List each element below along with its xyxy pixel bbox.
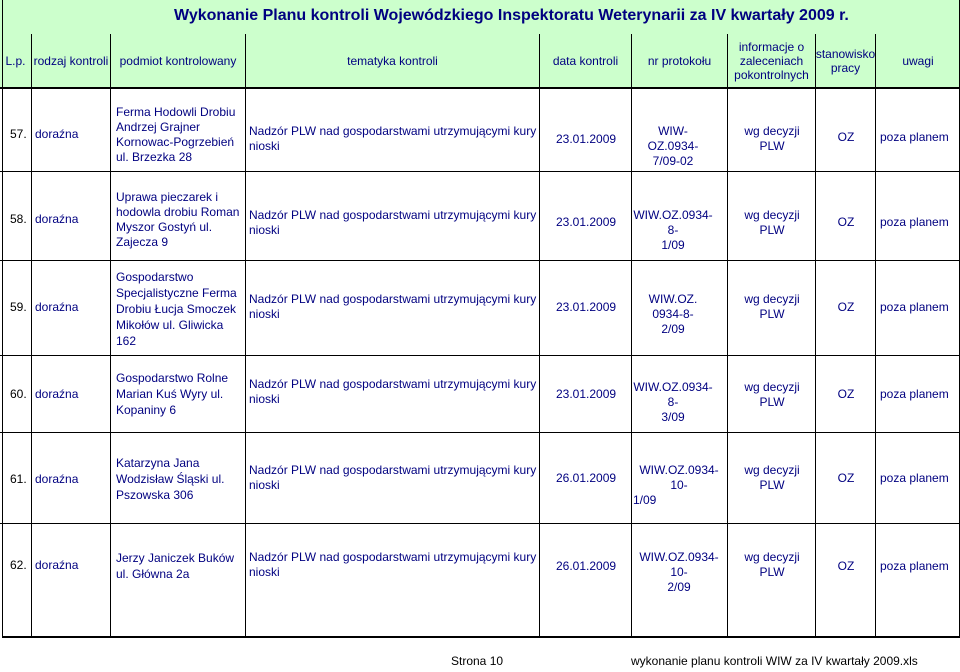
cell-podmiot: Pszowska 306 — [116, 488, 194, 502]
cell-rodzaj: doraźna — [35, 127, 79, 141]
cell-podmiot: Ferma Hodowli Drobiu — [116, 105, 236, 119]
cell-stanowisko: OZ — [837, 130, 855, 144]
cell-nr: 7/09-02 — [652, 154, 694, 168]
header-stanowisko: stanowisko pracy — [816, 34, 876, 87]
cell-podmiot: Gospodarstwo — [116, 270, 194, 284]
cell-data: 23.01.2009 — [556, 132, 617, 146]
cell-informacje: wg decyzji — [744, 380, 800, 394]
header-podmiot: podmiot kontrolowany — [111, 34, 246, 87]
cell-data: 23.01.2009 — [556, 215, 617, 229]
cell-podmiot: Drobiu Łucja Smoczek — [116, 302, 237, 316]
cell-uwagi: poza planem — [880, 215, 949, 229]
cell-podmiot: Marian Kuś Wyry ul. — [116, 387, 224, 401]
cell-informacje: PLW — [759, 223, 785, 237]
cell-uwagi: poza planem — [880, 130, 949, 144]
cell-informacje: PLW — [759, 307, 785, 321]
cell-tematyka: nioski — [249, 139, 280, 153]
cell-informacje: wg decyzji — [744, 292, 800, 306]
cell-podmiot: Kornowac-Pogrzebień — [116, 135, 235, 149]
cell-tematyka: nioski — [249, 223, 280, 237]
cell-rodzaj: doraźna — [35, 300, 79, 314]
table-frame — [2, 0, 960, 638]
cell-informacje: PLW — [759, 395, 785, 409]
cell-tematyka: nioski — [249, 478, 280, 492]
cell-lp: 57. — [10, 127, 27, 141]
cell-podmiot: ul. Główna 2a — [116, 567, 190, 581]
cell-tematyka: Nadzór PLW nad gospodarstwami utrzymującymi kury — [249, 292, 537, 306]
cell-podmiot: Specjalistyczne Ferma — [116, 286, 237, 300]
cell-podmiot: Zajecza 9 — [116, 235, 169, 249]
cell-tematyka: nioski — [249, 392, 280, 406]
header-rodzaj: rodzaj kontroli — [32, 34, 111, 87]
cell-podmiot: Mikołów ul. Gliwicka — [116, 318, 224, 332]
cell-informacje: wg decyzji — [744, 550, 800, 564]
cell-nr: WIW.OZ.0934-10- — [639, 463, 719, 492]
cell-lp: 58. — [10, 212, 27, 226]
cell-nr: WIW.OZ. 0934-8- — [648, 292, 698, 321]
header-informacje: informacje o zaleceniach pokontrolnych — [728, 34, 816, 87]
cell-tematyka: Nadzór PLW nad gospodarstwami utrzymującymi kury — [249, 124, 537, 138]
cell-nr: 2/09 — [667, 580, 691, 594]
header-uwagi: uwagi — [902, 53, 934, 68]
cell-informacje: wg decyzji — [744, 124, 800, 138]
cell-nr: 2/09 — [661, 322, 685, 336]
cell-nr: WIW.OZ.0934-10- — [639, 550, 719, 579]
cell-rodzaj: doraźna — [35, 472, 79, 486]
header-data: data kontroli — [540, 34, 632, 87]
page-title: Wykonanie Planu kontroli Wojewódzkiego Inspektoratu Weterynarii za IV kwartały 2009 r. — [174, 7, 849, 24]
cell-podmiot: Uprawa pieczarek i — [116, 190, 219, 204]
cell-nr: 1/09 — [661, 238, 685, 252]
cell-tematyka: Nadzór PLW nad gospodarstwami utrzymującymi kury — [249, 463, 537, 477]
cell-stanowisko: OZ — [837, 559, 855, 573]
cell-uwagi: poza planem — [880, 387, 949, 401]
header-tematyka: tematyka kontroli — [246, 34, 540, 87]
cell-tematyka: nioski — [249, 565, 280, 579]
cell-podmiot: Andrzej Grajner — [116, 120, 201, 134]
cell-stanowisko: OZ — [837, 387, 855, 401]
cell-uwagi: poza planem — [880, 300, 949, 314]
cell-uwagi: poza planem — [880, 559, 949, 573]
cell-data: 23.01.2009 — [556, 300, 617, 314]
cell-data: 26.01.2009 — [556, 471, 617, 485]
cell-nr: WIW.OZ.0934-8- — [633, 208, 713, 237]
cell-informacje: wg decyzji — [744, 208, 800, 222]
cell-podmiot: hodowla drobiu Roman — [116, 205, 240, 219]
cell-podmiot: 162 — [116, 334, 137, 348]
cell-data: 23.01.2009 — [556, 387, 617, 401]
cell-nr: 1/09 — [633, 493, 657, 507]
file-name: wykonanie planu kontroli WIW za IV kwartały 2009.xls — [631, 654, 918, 668]
cell-nr: 3/09 — [661, 410, 685, 424]
cell-rodzaj: doraźna — [35, 558, 79, 572]
cell-stanowisko: OZ — [837, 300, 855, 314]
cell-podmiot: Myszor Gostyń ul. — [116, 220, 213, 234]
cell-podmiot: Katarzyna Jana — [116, 456, 200, 470]
cell-rodzaj: doraźna — [35, 212, 79, 226]
cell-nr: WIW.OZ.0934-8- — [633, 380, 713, 409]
cell-tematyka: nioski — [249, 307, 280, 321]
cell-stanowisko: OZ — [837, 471, 855, 485]
cell-podmiot: Wodzisław Śląski ul. — [116, 472, 225, 486]
cell-podmiot: Kopaniny 6 — [116, 403, 177, 417]
cell-lp: 59. — [10, 300, 27, 314]
cell-tematyka: Nadzór PLW nad gospodarstwami utrzymującymi kury — [249, 550, 537, 564]
cell-informacje: PLW — [759, 565, 785, 579]
cell-rodzaj: doraźna — [35, 387, 79, 401]
cell-informacje: PLW — [759, 478, 785, 492]
cell-lp: 62. — [10, 558, 27, 572]
page-number: Strona 10 — [451, 654, 504, 668]
cell-stanowisko: OZ — [837, 215, 855, 229]
cell-informacje: wg decyzji — [744, 463, 800, 477]
cell-tematyka: Nadzór PLW nad gospodarstwami utrzymującymi kury — [249, 377, 537, 391]
cell-uwagi: poza planem — [880, 471, 949, 485]
cell-data: 26.01.2009 — [556, 559, 617, 573]
cell-lp: 60. — [10, 387, 27, 401]
cell-podmiot: Gospodarstwo Rolne — [116, 371, 229, 385]
header-nr: nr protokołu — [632, 34, 728, 87]
cell-lp: 61. — [10, 472, 27, 486]
cell-tematyka: Nadzór PLW nad gospodarstwami utrzymującymi kury — [249, 208, 537, 222]
cell-podmiot: ul. Brzezka 28 — [116, 150, 193, 164]
cell-podmiot: Jerzy Janiczek Buków — [116, 551, 235, 565]
cell-nr: WIW-OZ.0934- — [647, 124, 699, 153]
header-lp: L.p. — [0, 34, 32, 87]
cell-informacje: PLW — [759, 139, 785, 153]
